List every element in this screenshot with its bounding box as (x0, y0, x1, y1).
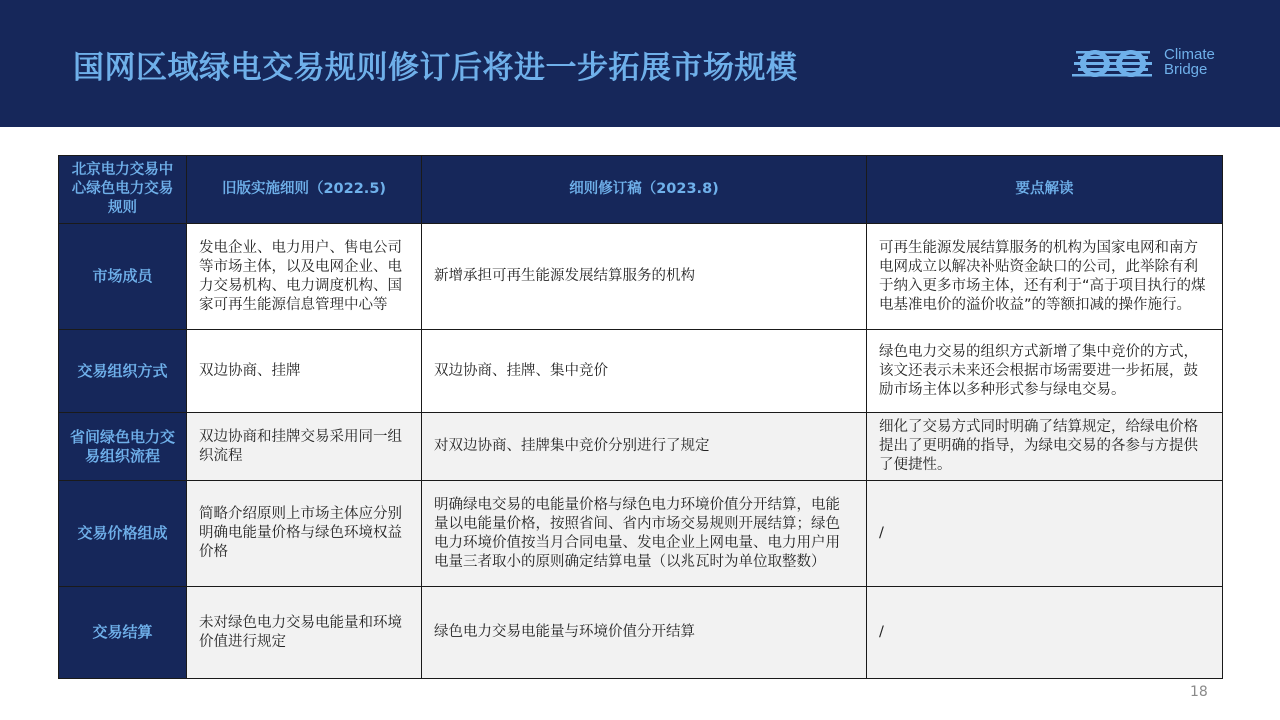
header-old-rules: 旧版实施细则（2022.5) (187, 156, 422, 224)
table-row (59, 330, 1223, 413)
logo-line-1: Climate (1164, 46, 1215, 63)
header-bar (0, 0, 1280, 127)
row-label: 交易价格组成 (59, 481, 187, 587)
table-header-row (59, 156, 1223, 224)
cell-new: 绿色电力交易电能量与环境价值分开结算 (422, 587, 867, 679)
row-label: 交易结算 (59, 587, 187, 679)
table-row (59, 413, 1223, 481)
cell-notes: 细化了交易方式同时明确了结算规定，给绿电价格提出了更明确的指导，为绿电交易的各参与方提供了便捷性。 (867, 413, 1223, 481)
logo-line-2: Bridge (1164, 61, 1208, 78)
slide-title: 国网区域绿电交易规则修订后将进一步拓展市场规模 (73, 50, 798, 86)
header-rule-name: 北京电力交易中心绿色电力交易规则 (59, 156, 187, 224)
header-key-points: 要点解读 (867, 156, 1223, 224)
cell-notes: / (867, 587, 1223, 679)
header-revised-rules: 细则修订稿（2023.8) (422, 156, 867, 224)
cell-notes: 绿色电力交易的组织方式新增了集中竞价的方式，该文还表示未来还会根据市场需要进一步拓展，鼓励市场主体以多种形式参与绿电交易。 (867, 330, 1223, 413)
row-label: 省间绿色电力交易组织流程 (59, 413, 187, 481)
row-label: 交易组织方式 (59, 330, 187, 413)
table-row (59, 224, 1223, 330)
climate-bridge-logo (1070, 42, 1230, 86)
table-row (59, 587, 1223, 679)
cell-new: 新增承担可再生能源发展结算服务的机构 (422, 224, 867, 330)
row-label: 市场成员 (59, 224, 187, 330)
logo-wordmark (1164, 47, 1215, 77)
cell-old: 双边协商和挂牌交易采用同一组织流程 (187, 413, 422, 481)
cell-notes: / (867, 481, 1223, 587)
cell-new: 明确绿电交易的电能量价格与绿色电力环境价值分开结算，电能量以电能量价格，按照省间、省内市场交易规则开展结算；绿色电力环境价值按当月合同电量、发电企业上网电量、电力用户用电量三者取小的原则确定结算电量（以兆瓦时为单位取整数） (422, 481, 867, 587)
cell-new: 双边协商、挂牌、集中竞价 (422, 330, 867, 413)
cell-old: 未对绿色电力交易电能量和环境价值进行规定 (187, 587, 422, 679)
cell-notes: 可再生能源发展结算服务的机构为国家电网和南方电网成立以解决补贴资金缺口的公司，此举除有利于纳入更多市场主体，还有利于“高于项目执行的煤电基准电价的溢价收益”的等额扣减的操作施行。 (867, 224, 1223, 330)
cell-old: 简略介绍原则上市场主体应分别明确电能量价格与绿色环境权益价格 (187, 481, 422, 587)
cell-old: 发电企业、电力用户、售电公司等市场主体，以及电网企业、电力交易机构、电力调度机构、国家可再生能源信息管理中心等 (187, 224, 422, 330)
bridge-logo-icon (1070, 42, 1156, 86)
rules-comparison-table (58, 155, 1223, 679)
page-number: 18 (1190, 684, 1208, 700)
table-row (59, 481, 1223, 587)
cell-old: 双边协商、挂牌 (187, 330, 422, 413)
cell-new: 对双边协商、挂牌集中竞价分别进行了规定 (422, 413, 867, 481)
